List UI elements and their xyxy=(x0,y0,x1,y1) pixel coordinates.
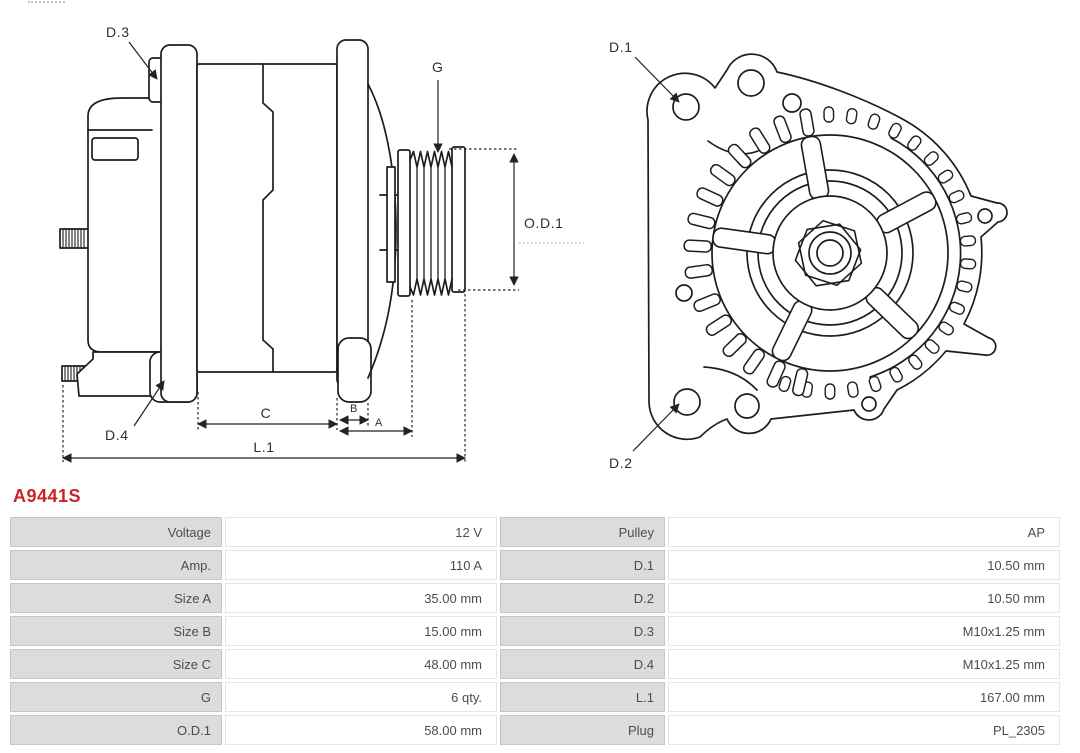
spec-table xyxy=(10,517,1060,745)
alternator-side-view xyxy=(60,40,465,402)
spec-label: Plug xyxy=(500,715,665,745)
rear-housing xyxy=(88,98,163,352)
spec-label: Size B xyxy=(10,616,222,646)
rear-mounting-ear xyxy=(161,45,197,402)
diagram-shape xyxy=(846,108,858,124)
label-d1: D.1 xyxy=(609,39,633,55)
shaft-flange xyxy=(387,167,395,282)
spec-value: 35.00 mm xyxy=(225,583,497,613)
rear-plug xyxy=(77,352,159,396)
spec-value: 48.00 mm xyxy=(225,649,497,679)
label-g: G xyxy=(432,59,444,75)
spec-label: Amp. xyxy=(10,550,222,580)
spec-label: Size A xyxy=(10,583,222,613)
diagram-shape xyxy=(847,381,859,397)
mount-hole-top-right xyxy=(783,94,801,112)
label-od1: O.D.1 xyxy=(524,215,564,231)
mount-hole-right xyxy=(978,209,992,223)
spec-label: Voltage xyxy=(10,517,222,547)
diagram-shape xyxy=(960,236,976,247)
pulley-grooves-bottom xyxy=(410,279,452,295)
spec-value: 10.50 mm xyxy=(668,583,1060,613)
mount-hole-top xyxy=(738,70,764,96)
spec-label: L.1 xyxy=(500,682,665,712)
diagram-shape xyxy=(824,107,834,122)
spec-value: 15.00 mm xyxy=(225,616,497,646)
part-number-heading: A9441S xyxy=(13,486,82,506)
pulley-left-flange xyxy=(398,150,410,296)
pulley-right-flange xyxy=(452,147,465,292)
rear-housing-slot xyxy=(92,138,138,160)
spec-value: PL_2305 xyxy=(668,715,1060,745)
spec-label: D.2 xyxy=(500,583,665,613)
mount-hole-d2 xyxy=(674,389,700,415)
spec-value: M10x1.25 mm xyxy=(668,649,1060,679)
spec-label: G xyxy=(10,682,222,712)
label-a: A xyxy=(375,417,383,429)
spec-label: D.3 xyxy=(500,616,665,646)
spec-value: 6 qty. xyxy=(225,682,497,712)
spec-value: 167.00 mm xyxy=(668,682,1060,712)
spec-label: O.D.1 xyxy=(10,715,222,745)
mount-hole-foot xyxy=(862,397,876,411)
main-body xyxy=(197,64,337,372)
alternator-front-view xyxy=(647,54,1007,439)
spec-label: Size C xyxy=(10,649,222,679)
front-foot xyxy=(338,338,371,402)
mount-hole-bottom xyxy=(735,394,759,418)
diagram-shape xyxy=(960,259,976,270)
label-d2: D.2 xyxy=(609,455,633,471)
label-c: C xyxy=(260,405,272,421)
hub-circle xyxy=(773,196,887,310)
spec-label: D.4 xyxy=(500,649,665,679)
label-d4: D.4 xyxy=(105,427,129,443)
spec-label: Pulley xyxy=(500,517,665,547)
spec-value: M10x1.25 mm xyxy=(668,616,1060,646)
diagram-shape xyxy=(825,384,835,399)
mount-hole-left xyxy=(676,285,692,301)
pulley-groove-lines xyxy=(417,167,445,279)
pulley-grooves-top xyxy=(410,152,452,168)
front-mounting-ear xyxy=(337,40,368,388)
spec-value: AP xyxy=(668,517,1060,547)
label-b: B xyxy=(350,403,358,415)
spec-label: D.1 xyxy=(500,550,665,580)
spec-value: 58.00 mm xyxy=(225,715,497,745)
spec-value: 12 V xyxy=(225,517,497,547)
stud-thread-hatch xyxy=(63,230,86,380)
diagram-shape xyxy=(684,240,712,252)
mount-hole-d1 xyxy=(673,94,699,120)
spec-value: 110 A xyxy=(225,550,497,580)
label-d3: D.3 xyxy=(106,24,130,40)
label-l1: L.1 xyxy=(253,439,275,455)
spec-value: 10.50 mm xyxy=(668,550,1060,580)
